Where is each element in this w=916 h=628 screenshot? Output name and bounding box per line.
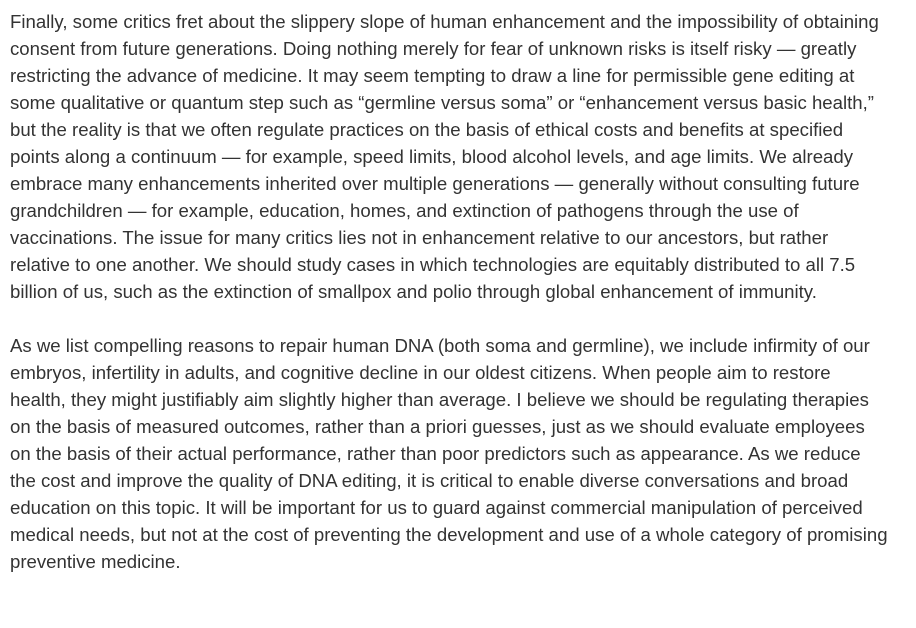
paragraph-enhancement-critics: Finally, some critics fret about the slippery slope of human enhancement and the impossibility of obtaining consent from future generations. Doing nothing merely for fear of unknown risks is itself risky — greatly restricting the advance of medicine. It may seem tempting to draw a line for permissible gene editing at some qualitative or quantum step such as “germline versus soma” or “enhancement versus basic health,” but the reality is that we often regulate practices on the basis of ethical costs and benefits at specified points along a continuum — for example, speed limits, blood alcohol levels, and age limits. We already embrace many enhancements inherited over multiple generations — generally without consulting future grandchildren — for example, education, homes, and extinction of pathogens through the use of vaccinations. The issue for many critics lies not in enhancement relative to our ancestors, but rather relative to one another. We should study cases in which technologies are equitably distributed to all 7.5 billion of us, such as the extinction of smallpox and polio through global enhancement of immunity. — [10, 11, 879, 302]
paragraph-repair-dna: As we list compelling reasons to repair human DNA (both soma and germline), we include infirmity of our embryos, infertility in adults, and cognitive decline in our oldest citizens. When people aim to restore health, they might justifiably aim slightly higher than average. I believe we should be regulating therapies on the basis of measured outcomes, rather than a priori guesses, just as we should evaluate employees on the basis of their actual performance, rather than poor predictors such as appearance. As we reduce the cost and improve the quality of DNA editing, it is critical to enable diverse conversations and broad education on this topic. It will be important for us to guard against commercial manipulation of perceived medical needs, but not at the cost of preventing the development and use of a whole category of promising preventive medicine. — [10, 335, 888, 572]
article-body — [10, 8, 890, 575]
